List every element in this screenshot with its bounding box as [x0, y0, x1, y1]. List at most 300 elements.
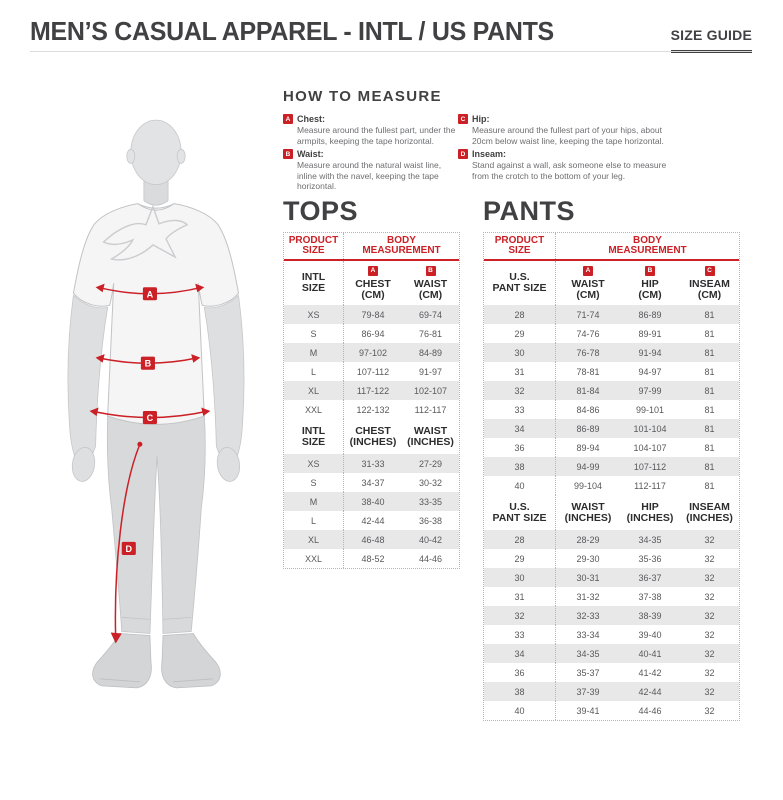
value-cell — [556, 400, 620, 419]
size-cell-text: L — [310, 366, 316, 377]
value-cell — [556, 438, 620, 457]
size-cell — [484, 568, 556, 587]
value-cell — [620, 682, 680, 701]
value-cell — [402, 343, 459, 362]
table-row — [284, 473, 459, 492]
measure-item-text: Stand against a wall, ask someone else to measure from the crotch to the bottom of your leg. — [472, 160, 667, 181]
size-column-header — [484, 261, 556, 305]
table-row — [284, 400, 459, 419]
measure-letter-badge: C — [458, 114, 468, 124]
size-cell — [484, 625, 556, 644]
measure-letter-badge: A — [368, 266, 378, 276]
figure-left-shoe — [93, 633, 152, 687]
value-cell — [402, 381, 459, 400]
value-cell-text: 101-104 — [633, 423, 667, 434]
size-cell-text: M — [309, 496, 318, 507]
value-cell-text: 37-39 — [576, 686, 600, 697]
value-cell — [620, 549, 680, 568]
value-cell-text: 48-52 — [361, 553, 385, 564]
size-cell-text: S — [310, 328, 317, 339]
value-cell — [680, 343, 739, 362]
body-measurement-header — [556, 233, 739, 259]
table-row — [284, 549, 459, 568]
value-cell-text: 39-41 — [576, 705, 600, 716]
value-cell-text: 89-91 — [638, 328, 662, 339]
value-cell — [402, 305, 459, 324]
value-cell — [620, 400, 680, 419]
table-row — [484, 305, 739, 324]
column-header-row — [484, 495, 739, 530]
body-measurement-header-text: MEASUREMENT — [362, 245, 441, 256]
product-size-header-text: PRODUCT — [288, 234, 339, 246]
size-cell — [284, 400, 344, 419]
value-cell-text: 112-117 — [414, 404, 447, 415]
size-cell — [484, 419, 556, 438]
value-cell — [680, 400, 739, 419]
measure-column-header — [344, 419, 402, 454]
size-cell-text: 30 — [514, 347, 525, 358]
measure-column-header-text: (INCHES) — [564, 511, 612, 524]
value-cell-text: 30-32 — [418, 477, 443, 488]
value-cell-text: 46-48 — [361, 534, 385, 545]
size-cell — [284, 492, 344, 511]
value-cell-text: 32 — [704, 705, 715, 716]
size-cell-text: 29 — [514, 328, 525, 339]
measure-column-header-text: (CM) — [361, 288, 385, 301]
value-cell-text: 122-132 — [356, 404, 390, 415]
value-cell-text: 97-99 — [638, 385, 662, 396]
size-cell — [284, 324, 344, 343]
value-cell — [620, 305, 680, 324]
measure-column-header — [556, 261, 620, 305]
value-cell-text: 36-37 — [638, 572, 662, 583]
value-cell-text: 34-37 — [361, 477, 385, 488]
size-cell-text: 38 — [514, 686, 525, 697]
value-cell — [620, 644, 680, 663]
value-cell — [620, 362, 680, 381]
body-measurement-header — [344, 233, 459, 259]
figure-marker-b-label: B — [144, 358, 152, 369]
value-cell-text: 42-44 — [638, 686, 662, 697]
value-cell — [402, 362, 459, 381]
body-measurement-header-text: BODY — [633, 234, 662, 246]
measure-column-header-text: INSEAM — [689, 277, 730, 290]
value-cell-text: 34-35 — [576, 648, 600, 659]
size-column-header — [484, 495, 556, 530]
value-cell-text: 81 — [704, 309, 715, 320]
value-cell — [344, 305, 402, 324]
value-cell-text: 38-40 — [361, 496, 385, 507]
value-cell — [344, 362, 402, 381]
product-size-header-text: PRODUCT — [494, 234, 545, 246]
size-cell — [284, 343, 344, 362]
measurement-figure — [38, 106, 282, 710]
header-divider — [30, 51, 752, 52]
measure-column-header — [680, 495, 739, 530]
value-cell-text: 79-84 — [361, 309, 385, 320]
value-cell-text: 81-84 — [576, 385, 600, 396]
value-cell — [556, 568, 620, 587]
measure-column-header — [402, 419, 459, 454]
measure-letter-badge: B — [426, 266, 436, 276]
table-row — [484, 568, 739, 587]
table-row — [284, 343, 459, 362]
size-cell — [484, 644, 556, 663]
measure-column-header — [402, 261, 459, 305]
value-cell — [556, 305, 620, 324]
table-row — [284, 492, 459, 511]
value-cell — [556, 324, 620, 343]
size-cell — [484, 530, 556, 549]
value-cell-text: 32 — [704, 629, 715, 640]
size-cell — [284, 454, 344, 473]
value-cell — [344, 530, 402, 549]
size-cell-text: 36 — [514, 442, 525, 453]
value-cell — [344, 343, 402, 362]
size-column-header-text: SIZE — [301, 282, 326, 294]
measure-column-right — [458, 114, 668, 195]
size-cell-text: XXL — [304, 404, 322, 415]
value-cell — [556, 663, 620, 682]
value-cell — [402, 511, 459, 530]
value-cell-text: 42-44 — [361, 515, 385, 526]
value-cell-text: 31-32 — [576, 591, 600, 602]
value-cell — [402, 324, 459, 343]
figure-marker-c-label: C — [146, 413, 154, 424]
table-header-row — [484, 233, 739, 259]
table-row — [284, 511, 459, 530]
value-cell — [556, 549, 620, 568]
table-row — [284, 362, 459, 381]
value-cell-text: 104-107 — [633, 442, 667, 453]
product-size-header — [484, 233, 556, 259]
table-row — [484, 663, 739, 682]
value-cell-text: 33-34 — [576, 629, 600, 640]
value-cell-text: 84-89 — [418, 347, 443, 358]
measure-columns — [283, 114, 755, 195]
table-row — [484, 701, 739, 720]
measure-column-header-text: (CM) — [418, 288, 443, 301]
value-cell-text: 37-38 — [638, 591, 662, 602]
size-column-header-text: INTL — [301, 424, 326, 437]
value-cell-text: 91-94 — [638, 347, 662, 358]
value-cell-text: 76-81 — [418, 328, 443, 339]
size-cell — [284, 381, 344, 400]
value-cell — [402, 473, 459, 492]
value-cell — [680, 362, 739, 381]
size-cell — [284, 305, 344, 324]
value-cell-text: 38-39 — [638, 610, 662, 621]
value-cell-text: 39-40 — [638, 629, 662, 640]
tops-title: TOPS — [283, 196, 359, 226]
value-cell — [680, 305, 739, 324]
table-row — [484, 457, 739, 476]
size-cell-text: 34 — [514, 423, 525, 434]
value-cell — [556, 419, 620, 438]
size-cell — [284, 549, 344, 568]
size-cell — [484, 343, 556, 362]
size-cell — [284, 473, 344, 492]
page-title: MEN’S CASUAL APPAREL - INTL / US PANTS — [30, 16, 554, 46]
value-cell — [344, 473, 402, 492]
table-row — [484, 400, 739, 419]
value-cell-text: 94-99 — [576, 461, 600, 472]
value-cell-text: 107-112 — [633, 461, 667, 472]
value-cell — [680, 530, 739, 549]
measure-item-text: Measure around the fullest part, under the armpits, keeping the tape horizontal. — [297, 125, 456, 146]
size-cell — [484, 381, 556, 400]
figure-right-shoe — [162, 633, 221, 687]
value-cell — [680, 568, 739, 587]
measure-item-text: Measure around the fullest part of your hips, about 20cm below waist line, keeping the tape horizontal. — [472, 125, 664, 146]
value-cell-text: 91-97 — [418, 366, 443, 377]
size-cell — [484, 457, 556, 476]
size-cell-text: 31 — [514, 366, 525, 377]
size-cell-text: XS — [307, 309, 320, 320]
value-cell-text: 31-33 — [361, 458, 385, 469]
size-cell-text: 40 — [514, 480, 525, 491]
measure-item — [283, 149, 458, 192]
size-cell-text: 38 — [514, 461, 525, 472]
size-cell-text: XS — [307, 458, 320, 469]
size-cell-text: XL — [307, 385, 319, 396]
value-cell-text: 74-76 — [576, 328, 600, 339]
value-cell-text: 81 — [704, 385, 715, 396]
size-column-header-text: SIZE — [301, 435, 326, 448]
table-row — [484, 587, 739, 606]
measure-letter-badge: B — [645, 266, 655, 276]
size-cell-text: 33 — [514, 404, 525, 415]
size-cell-text: 34 — [514, 648, 525, 659]
value-cell-text: 76-78 — [576, 347, 600, 358]
measure-item — [283, 114, 458, 146]
measure-column-header-text: (CM) — [697, 288, 722, 301]
body-measurement-header-text: MEASUREMENT — [608, 245, 687, 256]
how-to-measure-title: HOW TO MEASURE — [283, 88, 442, 105]
table-row — [484, 644, 739, 663]
value-cell-text: 30-31 — [576, 572, 600, 583]
measure-item-label: Hip: — [472, 114, 490, 124]
pants-table — [483, 232, 740, 721]
value-cell-text: 81 — [704, 423, 715, 434]
measure-column-header-text: CHEST — [355, 424, 391, 437]
size-cell-text: 29 — [514, 553, 525, 564]
value-cell — [680, 682, 739, 701]
table-row — [284, 305, 459, 324]
value-cell-text: 32 — [704, 686, 715, 697]
table-row — [284, 454, 459, 473]
table-row — [484, 549, 739, 568]
table-row — [484, 476, 739, 495]
measure-column-header-text: WAIST — [571, 500, 605, 513]
value-cell-text: 94-97 — [638, 366, 662, 377]
measure-item-header — [458, 114, 668, 124]
value-cell — [620, 457, 680, 476]
value-cell — [556, 362, 620, 381]
measure-letter-badge: A — [283, 114, 293, 124]
table-row — [284, 381, 459, 400]
value-cell-text: 112-117 — [634, 480, 666, 491]
value-cell — [620, 606, 680, 625]
value-cell — [556, 343, 620, 362]
size-column-header — [284, 261, 344, 305]
size-column-header-text: U.S. — [509, 271, 530, 283]
value-cell — [556, 381, 620, 400]
value-cell — [556, 625, 620, 644]
size-column-header-text: INTL — [301, 271, 326, 283]
pants-section — [483, 196, 740, 721]
value-cell-text: 32 — [704, 572, 715, 583]
how-to-measure-section — [283, 88, 755, 195]
measure-column-header-text: (CM) — [638, 288, 662, 301]
measure-item-label: Waist: — [297, 149, 324, 159]
value-cell-text: 71-74 — [576, 309, 600, 320]
tops-section — [283, 196, 460, 569]
value-cell — [344, 492, 402, 511]
value-cell — [680, 457, 739, 476]
measure-column-header — [556, 495, 620, 530]
value-cell — [556, 606, 620, 625]
body-measurement-header-text: BODY — [387, 234, 416, 246]
value-cell — [620, 663, 680, 682]
measure-column-header-text: (INCHES) — [349, 435, 397, 448]
value-cell — [620, 587, 680, 606]
size-column-header-text: U.S. — [509, 500, 530, 513]
measure-letter-badge: D — [458, 149, 468, 159]
size-column-header — [284, 419, 344, 454]
size-cell — [284, 530, 344, 549]
value-cell — [344, 324, 402, 343]
measure-column-header — [620, 261, 680, 305]
value-cell — [344, 549, 402, 568]
value-cell-text: 89-94 — [576, 442, 600, 453]
body-figure-illustration — [38, 106, 282, 710]
value-cell-text: 32 — [704, 591, 715, 602]
value-cell-text: 102-107 — [413, 385, 448, 396]
value-cell — [556, 644, 620, 663]
measure-item-header — [283, 149, 458, 159]
value-cell-text: 34-35 — [638, 534, 662, 545]
measure-column-header-text: HIP — [641, 277, 659, 290]
value-cell-text: 35-37 — [576, 667, 600, 678]
size-column-header-text: PANT SIZE — [492, 282, 547, 294]
column-header-row — [484, 261, 739, 305]
size-cell-text: L — [310, 515, 316, 526]
measure-column-header-text: (INCHES) — [407, 435, 454, 448]
size-cell — [484, 663, 556, 682]
value-cell-text: 32-33 — [576, 610, 600, 621]
measure-column-header — [680, 261, 739, 305]
measure-item-label: Inseam: — [472, 149, 507, 159]
value-cell-text: 97-102 — [358, 347, 388, 358]
value-cell-text: 69-74 — [418, 309, 443, 320]
figure-marker-a-label: A — [146, 289, 154, 300]
value-cell-text: 32 — [704, 534, 715, 545]
value-cell — [620, 625, 680, 644]
size-cell — [484, 400, 556, 419]
value-cell — [680, 381, 739, 400]
figure-marker-d-label: D — [125, 543, 133, 554]
size-cell-text: 28 — [514, 309, 525, 320]
table-row — [284, 530, 459, 549]
value-cell-text: 107-112 — [356, 366, 390, 377]
size-cell — [284, 362, 344, 381]
value-cell — [344, 454, 402, 473]
measure-letter-badge: C — [705, 266, 715, 276]
size-guide-tab[interactable]: SIZE GUIDE — [671, 27, 752, 53]
table-header-row — [284, 233, 459, 259]
value-cell — [620, 419, 680, 438]
value-cell — [680, 419, 739, 438]
value-cell — [556, 476, 620, 495]
value-cell-text: 81 — [704, 366, 715, 377]
size-cell-text: 36 — [514, 667, 525, 678]
measure-column-left — [283, 114, 458, 195]
table-row — [484, 324, 739, 343]
value-cell-text: 99-101 — [635, 404, 665, 415]
measure-column-header — [344, 261, 402, 305]
value-cell — [680, 644, 739, 663]
product-size-header — [284, 233, 344, 259]
value-cell-text: 99-104 — [573, 480, 603, 491]
value-cell-text: 36-38 — [418, 515, 443, 526]
size-cell-text: 28 — [514, 534, 525, 545]
measure-item-label: Chest: — [297, 114, 326, 124]
value-cell — [680, 324, 739, 343]
tops-table — [283, 232, 460, 569]
value-cell — [680, 587, 739, 606]
value-cell — [344, 381, 402, 400]
size-cell-text: S — [310, 477, 317, 488]
measure-column-header-text: WAIST — [571, 277, 605, 290]
value-cell-text: 32 — [704, 667, 715, 678]
value-cell — [402, 400, 459, 419]
value-cell — [620, 381, 680, 400]
size-column-header-text: PANT SIZE — [492, 511, 547, 524]
value-cell-text: 81 — [704, 461, 715, 472]
value-cell — [680, 625, 739, 644]
table-row — [484, 606, 739, 625]
value-cell-text: 81 — [704, 347, 715, 358]
figure-head — [131, 120, 181, 184]
size-cell — [284, 511, 344, 530]
size-cell — [484, 438, 556, 457]
value-cell-text: 81 — [704, 404, 715, 415]
value-cell-text: 40-41 — [638, 648, 662, 659]
product-size-header-text: SIZE — [302, 245, 325, 256]
size-cell — [484, 305, 556, 324]
table-row — [484, 682, 739, 701]
table-row — [484, 362, 739, 381]
size-cell — [484, 682, 556, 701]
pants-title: PANTS — [483, 196, 576, 226]
size-cell-text: XL — [307, 534, 319, 545]
measure-column-header-text: CHEST — [355, 277, 391, 290]
size-cell — [484, 476, 556, 495]
size-cell — [484, 324, 556, 343]
figure-right-ear — [177, 149, 185, 163]
size-cell-text: M — [309, 347, 318, 358]
value-cell-text: 81 — [704, 480, 715, 491]
measure-item-text: Measure around the natural waist line, inline with the navel, keeping the tape horizontal. — [297, 160, 442, 191]
value-cell-text: 32 — [704, 648, 715, 659]
value-cell — [620, 530, 680, 549]
table-row — [484, 419, 739, 438]
value-cell — [556, 457, 620, 476]
value-cell — [556, 701, 620, 720]
value-cell — [402, 454, 459, 473]
measure-column-header-text: INSEAM — [689, 500, 730, 513]
